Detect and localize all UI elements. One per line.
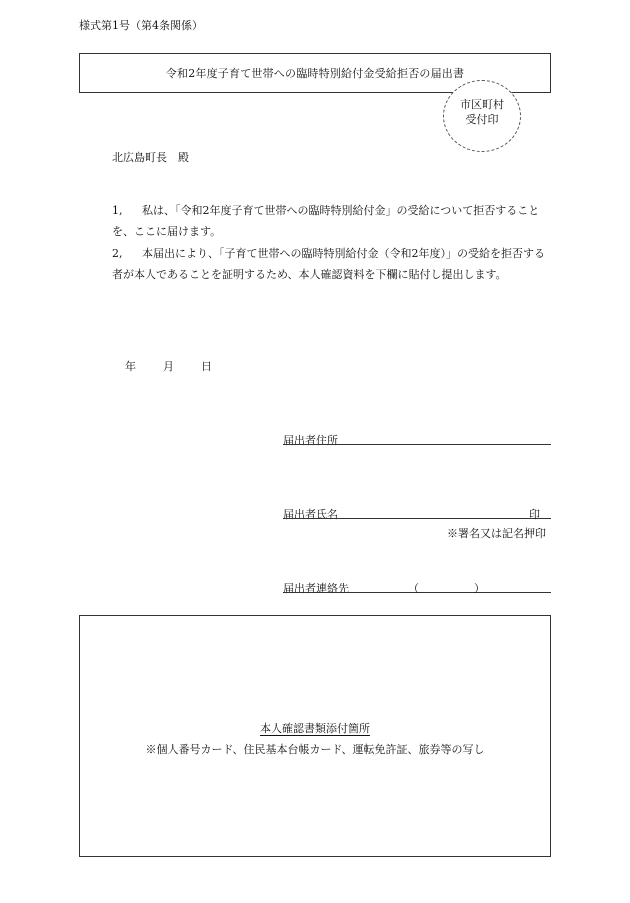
paren-close: ） <box>474 582 485 595</box>
item-number: 2, <box>112 247 123 260</box>
date-month-label: 月 <box>163 360 174 373</box>
address-input-line[interactable] <box>283 431 551 445</box>
id-document-attachment-area <box>79 615 551 857</box>
attachment-title <box>79 720 551 736</box>
stamp-label-municipality: 市区町村 <box>460 98 504 111</box>
stamp-label-reception: 受付印 <box>465 113 499 126</box>
name-label: 届出者氏名 <box>283 508 338 521</box>
seal-mark: 印 <box>529 508 540 521</box>
date-year-label: 年 <box>125 360 136 373</box>
attachment-title-text: 本人確認書類添付箇所 <box>260 722 370 735</box>
addressee: 北広島町長 殿 <box>112 151 189 164</box>
attachment-note: ※個人番号カード、住民基本台帳カード、運転免許証、旅券等の写し <box>145 743 485 756</box>
form-number: 様式第1号（第4条関係） <box>79 19 203 32</box>
item-text: 本届出により、「子育て世帯への臨時特別給付金（令和2年度）」の受給を拒否する者が本人であることを証明するため、本人確認資料を下欄に貼付し提出します。 <box>112 247 545 281</box>
contact-label: 届出者連絡先 <box>283 582 349 595</box>
document-title: 令和2年度子育て世帯への臨時特別給付金受給拒否の届出書 <box>165 67 465 80</box>
address-label: 届出者住所 <box>283 434 338 447</box>
item-text: 私は、「令和2年度子育て世帯への臨時特別給付金」の受給について拒否することを、ここに届けます。 <box>112 204 540 238</box>
date-day-label: 日 <box>201 360 212 373</box>
date-row <box>125 358 212 374</box>
signature-note: ※署名又は記名押印 <box>447 527 546 540</box>
item-number: 1, <box>112 204 123 217</box>
paren-open: （ <box>408 582 419 595</box>
name-input-line[interactable] <box>283 505 551 519</box>
